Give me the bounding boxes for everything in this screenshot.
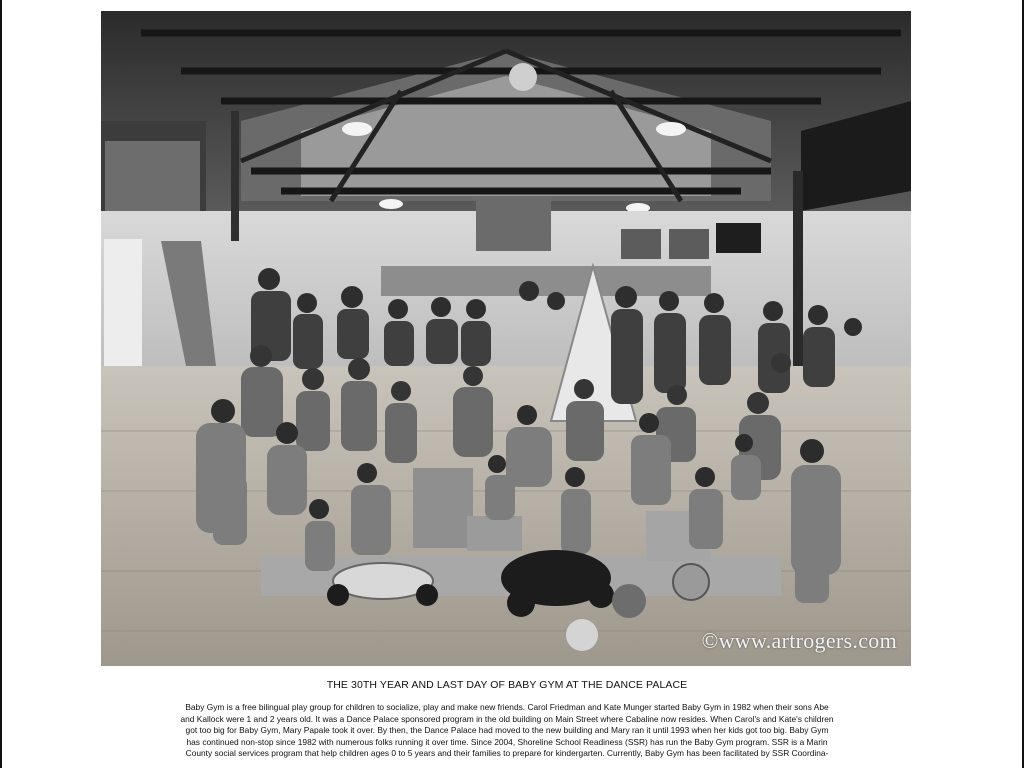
caption-line: County social services program that help children ages 0 to 5 years and their families to prepare for kindergarten. Currently, Baby Gym has been facilitated by SSR Coordina- [185,748,829,759]
caption-line: has continued non-stop since 1982 with numerous folks running it over time. Since 2004, Shoreline School Readiness (SSR) has run the Baby Gym program. SSR is a Marin [186,736,828,747]
photo-illustration [101,11,911,666]
caption-line: and Kallock were 1 and 2 years old. It was a Dance Palace sponsored program in the old building on Main Street where Cabaline now resides. When Carol's and Kate's children [180,713,834,724]
caption-body [136,702,878,760]
group-photograph [101,11,911,666]
caption-title: THE 30TH YEAR AND LAST DAY OF BABY GYM AT THE DANCE PALACE [326,679,688,691]
caption-line: Baby Gym is a free bilingual play group for children to socialize, play and make new friends. Carol Friedman and Kate Munger started Baby Gym in 1982 when their sons Abe [185,702,829,712]
photo-watermark: ©www.artrogers.com [701,628,897,653]
caption-line: got too big for Baby Gym, Mary Papale took it over. By then, the Dance Palace had moved to the new building and Mary ran it until 1993 when her kids got too big. Baby Gym [185,725,829,736]
page-left-border [0,0,2,768]
